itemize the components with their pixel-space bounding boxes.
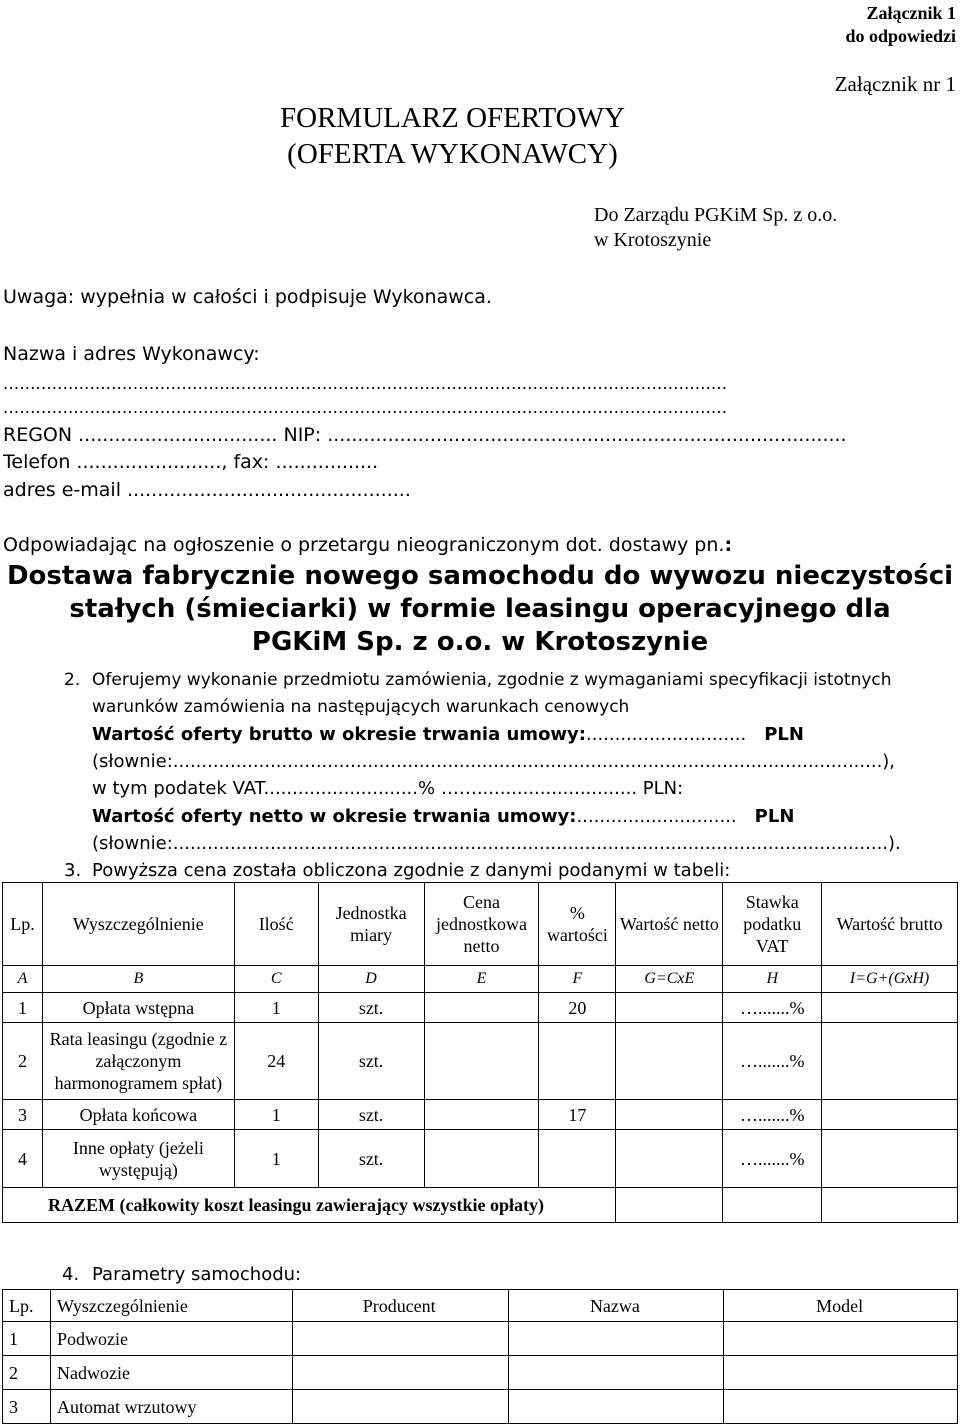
- title-line2: (OFERTA WYKONAWCY): [287, 138, 618, 170]
- col-pct: % wartości: [539, 883, 616, 966]
- row-model[interactable]: [724, 1322, 958, 1356]
- net-value-label: Wartość oferty netto w okresie trwania umowy:: [92, 806, 577, 827]
- gross-words-field[interactable]: (słownie:............................................................................................................................),: [92, 751, 896, 772]
- row-unit: szt.: [318, 1023, 424, 1100]
- col-lp: Lp.: [3, 1290, 51, 1322]
- letter-cell: G=CxE: [616, 966, 723, 993]
- email-field[interactable]: adres e-mail ...............................................: [3, 479, 411, 501]
- row-qty: 24: [234, 1023, 318, 1100]
- attachment-number: Załącznik nr 1: [834, 72, 956, 96]
- row-qty: 1: [234, 1130, 318, 1188]
- subject-line1: Dostawa fabrycznie nowego samochodu do wywozu nieczystości: [6, 561, 954, 591]
- letter-cell: E: [424, 966, 539, 993]
- price-table: [2, 882, 958, 1223]
- tender-intro-colon: :: [724, 534, 733, 556]
- col-lp: Lp.: [3, 883, 43, 966]
- row-model[interactable]: [724, 1356, 958, 1390]
- col-qty: Ilość: [234, 883, 318, 966]
- row-qty: 1: [234, 1100, 318, 1130]
- col-net: Wartość netto: [616, 883, 723, 966]
- section2-text-line1: Oferujemy wykonanie przedmiotu zamówienia, zgodnie z wymaganiami specyfikacji istotnych: [92, 670, 892, 690]
- col-vat: Stawka podatku VAT: [723, 883, 822, 966]
- col-unit: Jednostka miary: [318, 883, 424, 966]
- table-row: [3, 1390, 958, 1424]
- row-unit-price[interactable]: [424, 1130, 539, 1188]
- row-lp: 1: [3, 993, 43, 1023]
- vehicle-table-header: [3, 1290, 958, 1322]
- row-qty: 1: [234, 993, 318, 1023]
- row-net[interactable]: [616, 1023, 723, 1100]
- phone-fax-field[interactable]: Telefon ........................, fax: .................: [3, 451, 379, 473]
- price-table-letters: [3, 966, 958, 993]
- row-unit-price[interactable]: [424, 1023, 539, 1100]
- recipient-line1: Do Zarządu PGKiM Sp. z o.o.: [594, 204, 838, 226]
- row-item: Opłata końcowa: [42, 1100, 234, 1130]
- row-model[interactable]: [724, 1390, 958, 1424]
- row-gross[interactable]: [822, 1130, 958, 1188]
- section2-number: 2.: [64, 670, 81, 690]
- row-lp: 4: [3, 1130, 43, 1188]
- row-net[interactable]: [616, 993, 723, 1023]
- row-lp: 3: [3, 1100, 43, 1130]
- row-item: Automat wrzutowy: [50, 1390, 292, 1424]
- col-item: Wyszczególnienie: [42, 883, 234, 966]
- gross-value-field[interactable]: ............................: [586, 724, 747, 745]
- row-pct: [539, 1023, 616, 1100]
- subject-line3: PGKiM Sp. z o.o. w Krotoszynie: [251, 627, 709, 657]
- fill-note: Uwaga: wypełnia w całości i podpisuje Wykonawca.: [3, 286, 492, 308]
- table-row: [3, 1100, 958, 1130]
- total-row: [3, 1188, 958, 1223]
- vat-field[interactable]: w tym podatek VAT...........................% ……............................ PLN:: [92, 778, 684, 799]
- row-item: Podwozie: [50, 1322, 292, 1356]
- row-item: Nadwozie: [50, 1356, 292, 1390]
- letter-cell: B: [42, 966, 234, 993]
- tender-subject: [0, 560, 960, 659]
- row-name[interactable]: [508, 1356, 724, 1390]
- row-lp: 3: [3, 1390, 51, 1424]
- row-pct: [539, 1130, 616, 1188]
- row-producer[interactable]: [292, 1322, 508, 1356]
- row-producer[interactable]: [292, 1356, 508, 1390]
- letter-cell: F: [539, 966, 616, 993]
- table-row: [3, 993, 958, 1023]
- row-net[interactable]: [616, 1130, 723, 1188]
- row-lp: 1: [3, 1322, 51, 1356]
- row-gross[interactable]: [822, 993, 958, 1023]
- tender-intro: [3, 534, 732, 556]
- row-item: Rata leasingu (zgodnie z załączonym harmonogramem spłat): [42, 1023, 234, 1100]
- title-line1: FORMULARZ OFERTOWY: [280, 102, 625, 134]
- section4-heading: Parametry samochodu:: [92, 1264, 302, 1285]
- section4-number: 4.: [62, 1264, 80, 1285]
- gross-currency: PLN: [764, 724, 804, 745]
- tender-intro-text: Odpowiadając na ogłoszenie o przetargu nieograniczonym dot. dostawy pn.: [3, 534, 725, 556]
- net-value-line: [92, 806, 794, 827]
- section2-text-line2: warunków zamówienia na następujących warunkach cenowych: [92, 697, 630, 717]
- row-unit: szt.: [318, 1130, 424, 1188]
- contractor-name-label: Nazwa i adres Wykonawcy:: [3, 343, 260, 365]
- page-title: [280, 100, 625, 172]
- col-model: Model: [724, 1290, 958, 1322]
- row-gross[interactable]: [822, 1023, 958, 1100]
- row-gross[interactable]: [822, 1100, 958, 1130]
- row-name[interactable]: [508, 1322, 724, 1356]
- subject-line2: stałych (śmieciarki) w formie leasingu operacyjnego dla: [69, 594, 891, 624]
- total-label: RAZEM (całkowity koszt leasingu zawierający wszystkie opłaty): [3, 1188, 616, 1223]
- price-table-header: [3, 883, 958, 966]
- row-unit: szt.: [318, 993, 424, 1023]
- letter-cell: C: [234, 966, 318, 993]
- col-name: Nazwa: [508, 1290, 724, 1322]
- total-net[interactable]: [616, 1188, 723, 1223]
- row-item: Opłata wstępna: [42, 993, 234, 1023]
- row-pct: 20: [539, 993, 616, 1023]
- table-row: [3, 1130, 958, 1188]
- total-vat[interactable]: [723, 1188, 822, 1223]
- row-vat[interactable]: ….......%: [723, 993, 822, 1023]
- contractor-address-field[interactable]: ......................................................................................................................................: [3, 398, 728, 418]
- net-words-field[interactable]: (słownie:.............................................................................................................................).: [92, 833, 901, 854]
- row-item: Inne opłaty (jeżeli występują): [42, 1130, 234, 1188]
- col-gross: Wartość brutto: [822, 883, 958, 966]
- vehicle-params-table: [2, 1289, 958, 1424]
- section3-number: 3.: [64, 860, 82, 881]
- contractor-name-field[interactable]: ......................................................................................................................................: [3, 374, 728, 394]
- total-gross[interactable]: [822, 1188, 958, 1223]
- letter-cell: I=G+(GxH): [822, 966, 958, 993]
- regon-nip-field[interactable]: REGON ................................. NIP: ......................................................................................: [3, 424, 847, 446]
- table-row: [3, 1356, 958, 1390]
- attachment-label: [845, 2, 956, 48]
- row-vat[interactable]: ….......%: [723, 1130, 822, 1188]
- row-pct: 17: [539, 1100, 616, 1130]
- row-vat[interactable]: ….......%: [723, 1100, 822, 1130]
- table-row: [3, 1322, 958, 1356]
- row-net[interactable]: [616, 1100, 723, 1130]
- row-lp: 2: [3, 1356, 51, 1390]
- net-currency: PLN: [754, 806, 795, 827]
- letter-cell: D: [318, 966, 424, 993]
- row-unit-price[interactable]: [424, 993, 539, 1023]
- table-row: [3, 1023, 958, 1100]
- col-producer: Producent: [292, 1290, 508, 1322]
- row-vat[interactable]: ….......%: [723, 1023, 822, 1100]
- row-unit-price[interactable]: [424, 1100, 539, 1130]
- gross-value-line: [92, 724, 804, 745]
- row-name[interactable]: [508, 1390, 724, 1424]
- col-unit-price: Cena jednostkowa netto: [424, 883, 539, 966]
- letter-cell: A: [3, 966, 43, 993]
- letter-cell: H: [723, 966, 822, 993]
- recipient-line2: w Krotoszynie: [594, 229, 712, 251]
- attachment-line2: do odpowiedzi: [845, 26, 956, 46]
- attachment-line1: Załącznik 1: [866, 3, 956, 23]
- section3-heading: Powyższa cena została obliczona zgodnie z danymi podanymi w tabeli:: [92, 860, 731, 881]
- col-item: Wyszczególnienie: [50, 1290, 292, 1322]
- row-lp: 2: [3, 1023, 43, 1100]
- gross-value-label: Wartość oferty brutto w okresie trwania umowy:: [92, 724, 586, 745]
- row-unit: szt.: [318, 1100, 424, 1130]
- recipient: [594, 203, 837, 253]
- row-producer[interactable]: [292, 1390, 508, 1424]
- net-value-field[interactable]: ............................: [576, 806, 737, 827]
